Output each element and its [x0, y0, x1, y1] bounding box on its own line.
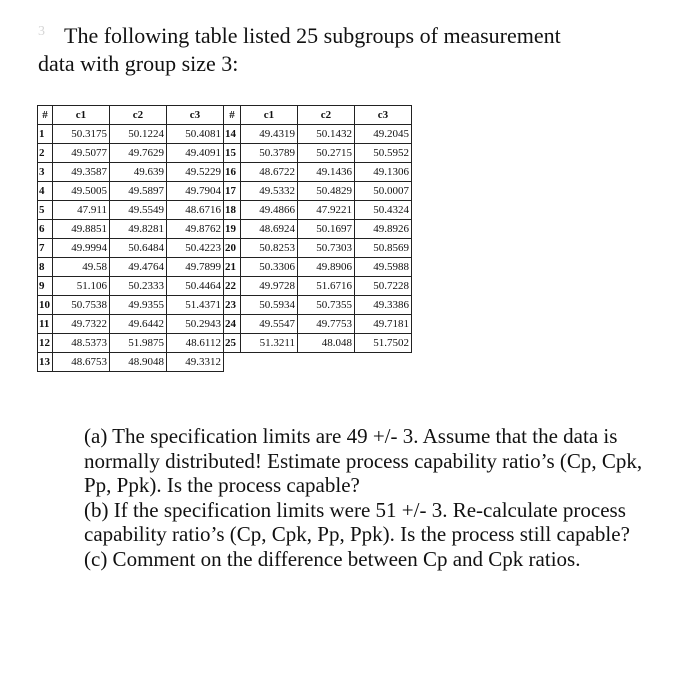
table-cell-index: 16 — [224, 163, 241, 182]
table-cell-value: 51.6716 — [298, 277, 355, 296]
table-cell-value: 48.6722 — [241, 163, 298, 182]
table-cell-value: 50.1697 — [298, 220, 355, 239]
table-cell-value: 48.048 — [298, 334, 355, 353]
table-cell-value: 49.8762 — [167, 220, 224, 239]
table-cell-value: 49.7904 — [167, 182, 224, 201]
table-cell-value: 49.3312 — [167, 353, 224, 372]
table-cell-value: 49.5897 — [110, 182, 167, 201]
table-cell-value: 50.3789 — [241, 144, 298, 163]
table-cell-index: 24 — [224, 315, 241, 334]
table-cell-value: 50.7228 — [355, 277, 412, 296]
table-cell-value: 49.5332 — [241, 182, 298, 201]
table-cell-value: 49.4319 — [241, 125, 298, 144]
table-cell-value: 49.9355 — [110, 296, 167, 315]
table-cell-value: 49.5229 — [167, 163, 224, 182]
table-cell-value: 49.8926 — [355, 220, 412, 239]
table-cell-value: 49.2045 — [355, 125, 412, 144]
table-cell-value: 51.3211 — [241, 334, 298, 353]
table-cell-value: 51.9875 — [110, 334, 167, 353]
table-cell-index: 22 — [224, 277, 241, 296]
table-cell-index: 4 — [38, 182, 53, 201]
header-c1-2: c1 — [241, 106, 298, 125]
table-cell-value: 48.6716 — [167, 201, 224, 220]
table-cell-value: 50.5952 — [355, 144, 412, 163]
table-cell-value: 49.7322 — [53, 315, 110, 334]
measurement-table — [37, 105, 412, 372]
intro-line-1: The following table listed 25 subgroups of measurement — [64, 23, 561, 48]
table-cell-empty — [298, 353, 355, 372]
table-cell-value: 49.7753 — [298, 315, 355, 334]
table-cell-value: 48.5373 — [53, 334, 110, 353]
question-b: (b) If the specification limits were 51 +/- 3. Re-calculate process capability ratio’s (Cp, Cpk, Pp, Ppk). Is the process still capable? — [84, 497, 630, 546]
table-cell-index: 19 — [224, 220, 241, 239]
table-cell-value: 50.8253 — [241, 239, 298, 258]
table-cell-index: 8 — [38, 258, 53, 277]
table-cell-index: 5 — [38, 201, 53, 220]
table-cell-value: 49.9994 — [53, 239, 110, 258]
table-cell-value: 50.7538 — [53, 296, 110, 315]
header-c3-1: c3 — [167, 106, 224, 125]
table-cell-empty — [241, 353, 298, 372]
table-cell-empty — [355, 353, 412, 372]
table-cell-index: 3 — [38, 163, 53, 182]
table-row — [38, 315, 412, 334]
table-cell-value: 50.7303 — [298, 239, 355, 258]
table-cell-index: 6 — [38, 220, 53, 239]
table-cell-value: 50.2715 — [298, 144, 355, 163]
table-cell-value: 50.4829 — [298, 182, 355, 201]
table-cell-value: 48.6924 — [241, 220, 298, 239]
table-cell-empty — [224, 353, 241, 372]
table-cell-value: 50.4324 — [355, 201, 412, 220]
question-c: (c) Comment on the difference between Cp and Cpk ratios. — [84, 546, 581, 571]
table-cell-value: 50.0007 — [355, 182, 412, 201]
table-cell-index: 20 — [224, 239, 241, 258]
table-cell-value: 49.5547 — [241, 315, 298, 334]
header-index-1: # — [38, 106, 53, 125]
table-cell-value: 49.5549 — [110, 201, 167, 220]
table-cell-value: 49.7181 — [355, 315, 412, 334]
table-cell-value: 50.1224 — [110, 125, 167, 144]
table-cell-value: 49.8851 — [53, 220, 110, 239]
table-row — [38, 239, 412, 258]
table-cell-index: 23 — [224, 296, 241, 315]
table-cell-index: 13 — [38, 353, 53, 372]
table-cell-value: 48.9048 — [110, 353, 167, 372]
table-cell-value: 47.9221 — [298, 201, 355, 220]
header-c2-2: c2 — [298, 106, 355, 125]
table-row — [38, 163, 412, 182]
table-cell-index: 15 — [224, 144, 241, 163]
table-cell-value: 50.1432 — [298, 125, 355, 144]
table-cell-value: 50.2943 — [167, 315, 224, 334]
table-cell-index: 10 — [38, 296, 53, 315]
table-cell-index: 9 — [38, 277, 53, 296]
table-cell-index: 11 — [38, 315, 53, 334]
header-c2-1: c2 — [110, 106, 167, 125]
question-number: 3 — [38, 24, 45, 39]
table-cell-value: 49.9728 — [241, 277, 298, 296]
table-cell-value: 50.5934 — [241, 296, 298, 315]
table-cell-value: 49.639 — [110, 163, 167, 182]
table-row — [38, 334, 412, 353]
table-row — [38, 182, 412, 201]
table-cell-value: 50.7355 — [298, 296, 355, 315]
table-cell-value: 49.58 — [53, 258, 110, 277]
table-cell-index: 12 — [38, 334, 53, 353]
table-row — [38, 296, 412, 315]
table-cell-index: 2 — [38, 144, 53, 163]
table-cell-index: 7 — [38, 239, 53, 258]
table-cell-value: 49.4764 — [110, 258, 167, 277]
table-row — [38, 353, 412, 372]
table-body — [38, 125, 412, 372]
table-cell-index: 1 — [38, 125, 53, 144]
table-cell-value: 49.5988 — [355, 258, 412, 277]
table-cell-index: 25 — [224, 334, 241, 353]
table-cell-value: 50.6484 — [110, 239, 167, 258]
header-c1-1: c1 — [53, 106, 110, 125]
table-row — [38, 144, 412, 163]
table-cell-value: 50.3175 — [53, 125, 110, 144]
question-a: (a) The specification limits are 49 +/- 3. Assume that the data is normally distributed! Estimate process capability ratio’s (Cp, Cpk, Pp, Ppk). Is the process capable? — [84, 424, 643, 497]
table-cell-value: 50.4081 — [167, 125, 224, 144]
header-index-2: # — [224, 106, 241, 125]
table-cell-value: 49.4866 — [241, 201, 298, 220]
table-row — [38, 125, 412, 144]
table-cell-value: 49.5077 — [53, 144, 110, 163]
table-cell-value: 48.6753 — [53, 353, 110, 372]
table-cell-value: 49.8906 — [298, 258, 355, 277]
table-cell-value: 49.5005 — [53, 182, 110, 201]
table-row — [38, 220, 412, 239]
table-cell-value: 51.106 — [53, 277, 110, 296]
table-cell-value: 50.4223 — [167, 239, 224, 258]
table-cell-value: 49.7629 — [110, 144, 167, 163]
table-row — [38, 258, 412, 277]
table-cell-index: 18 — [224, 201, 241, 220]
table-cell-value: 49.3587 — [53, 163, 110, 182]
table-header-row — [38, 106, 412, 125]
table-cell-index: 21 — [224, 258, 241, 277]
table-cell-value: 49.8281 — [110, 220, 167, 239]
table-cell-value: 49.1436 — [298, 163, 355, 182]
table-row — [38, 201, 412, 220]
table-cell-value: 51.4371 — [167, 296, 224, 315]
table-cell-value: 49.4091 — [167, 144, 224, 163]
questions-block — [84, 424, 644, 571]
table-cell-value: 51.7502 — [355, 334, 412, 353]
table-cell-index: 14 — [224, 125, 241, 144]
table-cell-value: 50.4464 — [167, 277, 224, 296]
table-cell-value: 47.911 — [53, 201, 110, 220]
table-cell-value: 49.6442 — [110, 315, 167, 334]
table-cell-index: 17 — [224, 182, 241, 201]
table-cell-value: 48.6112 — [167, 334, 224, 353]
header-c3-2: c3 — [355, 106, 412, 125]
table-cell-value: 49.3386 — [355, 296, 412, 315]
table-cell-value: 50.8569 — [355, 239, 412, 258]
table-row — [38, 277, 412, 296]
table-cell-value: 50.2333 — [110, 277, 167, 296]
intro-line-2: data with group size 3: — [38, 51, 239, 76]
table-cell-value: 50.3306 — [241, 258, 298, 277]
table-cell-value: 49.7899 — [167, 258, 224, 277]
problem-intro — [38, 22, 678, 78]
table-cell-value: 49.1306 — [355, 163, 412, 182]
